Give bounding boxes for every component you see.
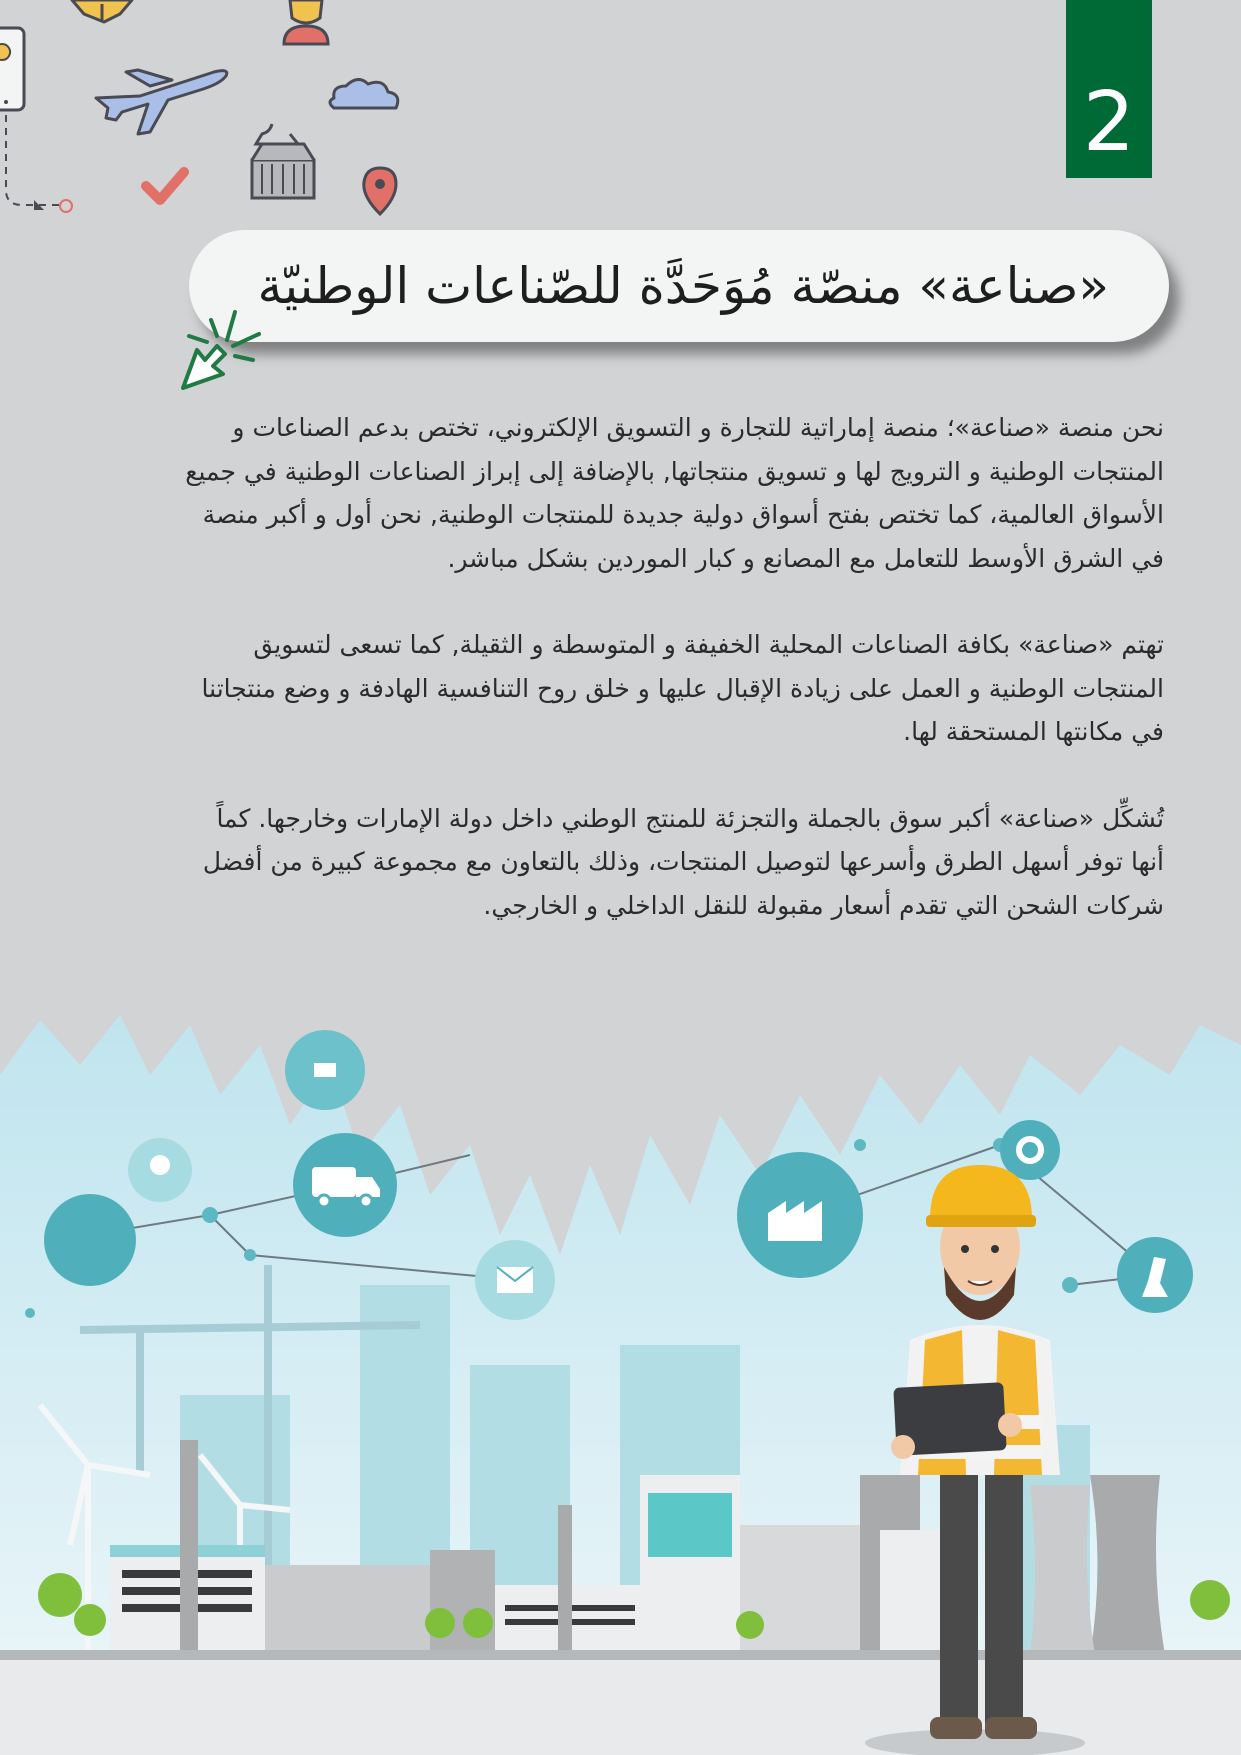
title-banner: [189, 230, 1169, 342]
truck-icon: [293, 1133, 397, 1237]
cloud-icon: [330, 79, 398, 108]
paragraph-2: تهتم «صناعة» بكافة الصناعات المحلية الخفيفة و المتوسطة و الثقيلة, كما تسعى لتسويق المنتجات الوطنية و العمل على زيادة الإقبال عليها و خلق روح التنافسية الهادفة و وضع منتجاتنا في مكانتها المستحقة لها.: [201, 630, 1164, 746]
page-title: «صناعة» منصّة مُوَحَدَّة للصّناعات الوطنيّة: [257, 257, 1109, 315]
cursor-click-icon: [175, 300, 265, 390]
robot-arm-icon: [1117, 1237, 1193, 1313]
mail-icon: [475, 1240, 555, 1320]
container-icon: [252, 124, 314, 198]
logistics-icon-cluster: [0, 0, 420, 230]
body-text: [78, 406, 1164, 970]
paragraph-3: تُشكِّل «صناعة» أكبر سوق بالجملة والتجزئة للمنتج الوطني داخل دولة الإمارات وخارجها. كماً أنها توفر أسهل الطرق وأسرعها لتوصيل المنتجات، وذلك بالتعاون مع مجموعة كبيرة من أفضل شركات الشحن التي تقدم أسعار مقبولة للنقل الداخلي و الخارجي.: [202, 803, 1164, 920]
paragraph-1: نحن منصة «صناعة»؛ منصة إماراتية للتجارة و التسويق الإلكتروني، تختص بدعم الصناعات و المنتجات الوطنية و الترويج لها و تسويق منتجاتها, بالإضافة إلى إبراز الصناعات الوطنية في جميع الأسواق العالمية، كما تختص بفتح أسواق دولية جديدة للمنتجات الوطنية, نحن أول و أكبر منصة في الشرق الأوسط للتعامل مع المصانع و كبار الموردين بشكل مباشر.: [185, 413, 1164, 573]
checkmark-icon: [146, 172, 184, 200]
phone-icon: [0, 28, 24, 110]
page-number: 2: [1066, 0, 1152, 178]
location-pin-icon: [364, 168, 396, 214]
airplane-icon: [96, 70, 227, 134]
box-icon: [72, 0, 132, 22]
factory-icon: [737, 1152, 863, 1278]
person-icon: [284, 0, 328, 44]
industrial-city-illustration: [0, 1005, 1241, 1755]
gear-icon: [1000, 1120, 1060, 1180]
lightbulb-icon: [128, 1138, 192, 1202]
